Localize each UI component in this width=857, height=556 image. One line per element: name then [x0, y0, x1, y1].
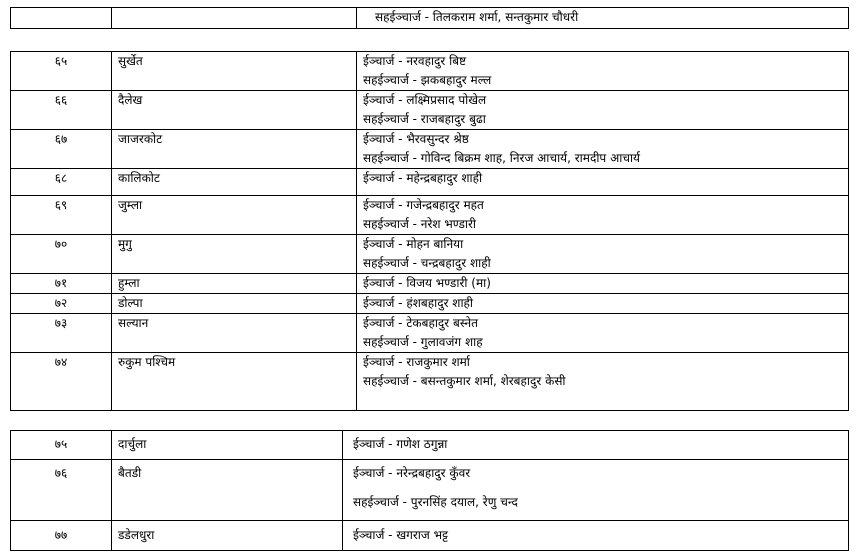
role-line: सहईञ्चार्ज - नरेश भण्डारी [363, 217, 477, 231]
role-line: ईञ्चार्ज - महेन्द्रबहादुर शाही [363, 171, 483, 185]
table-row [11, 314, 849, 353]
roles-cell [357, 235, 849, 274]
district-name: डडेलधुरा [112, 521, 343, 551]
table-row [11, 274, 849, 294]
row-number: ७० [11, 235, 112, 274]
district-name [112, 8, 357, 29]
roles-cell [357, 169, 849, 196]
roles-cell [357, 130, 849, 169]
roles-cell [357, 353, 849, 411]
roles-cell [343, 431, 849, 460]
row-number [11, 8, 112, 29]
district-name: जुम्ला [112, 196, 357, 235]
table-row [11, 52, 849, 91]
district-name: सल्यान [112, 314, 357, 353]
roles-cell [343, 460, 849, 521]
roles-cell [343, 521, 849, 551]
table-row [11, 169, 849, 196]
district-name: मुगु [112, 235, 357, 274]
row-number: ६८ [11, 169, 112, 196]
district-incharge-table-bottom [10, 430, 849, 551]
row-number: ६७ [11, 130, 112, 169]
district-name: दैलेख [112, 91, 357, 130]
continuation-table [10, 7, 849, 29]
role-line: सहईञ्चार्ज - गुलावजंग शाह [363, 335, 483, 349]
row-number: ७४ [11, 353, 112, 411]
district-name: सुर्खेत [112, 52, 357, 91]
role-line: ईञ्चार्ज - नरवहादुर बिष्ट [363, 54, 467, 68]
role-line: ईञ्चार्ज - विजय भण्डारी (मा) [363, 276, 491, 290]
table-row [11, 130, 849, 169]
district-name: रुकुम पश्चिम [112, 353, 357, 411]
row-number: ७१ [11, 274, 112, 294]
role-line: ईञ्चार्ज - गणेश ठगुन्ना [353, 437, 448, 451]
row-number: ७२ [11, 294, 112, 314]
role-line: ईञ्चार्ज - खगराज भट्ट [353, 528, 448, 542]
table-row [11, 521, 849, 551]
role-line: ईञ्चार्ज - मोहन बानिया [363, 237, 464, 251]
roles-cell [357, 91, 849, 130]
role-line: सहईञ्चार्ज - पुरनसिंह दयाल, रेणु चन्द [353, 495, 518, 509]
district-incharge-table [10, 51, 849, 411]
role-line: सहईञ्चार्ज - चन्द्रबहादुर शाही [363, 256, 491, 270]
roles-cell [357, 294, 849, 314]
role-line: सहईञ्चार्ज - झकबहादुर मल्ल [363, 73, 492, 87]
district-name: जाजरकोट [112, 130, 357, 169]
row-number: ७५ [11, 431, 112, 460]
roles-cell [357, 196, 849, 235]
table-row [11, 8, 849, 29]
roles-cell [357, 52, 849, 91]
role-line: ईञ्चार्ज - हंशबहादुर शाही [363, 296, 474, 310]
row-number: ६६ [11, 91, 112, 130]
role-line: सहईञ्चार्ज - बसन्तकुमार शर्मा, शेरबहादुर केसी [363, 374, 566, 388]
roles-cell [357, 274, 849, 294]
roles-cell [357, 8, 849, 29]
row-number: ६९ [11, 196, 112, 235]
row-number: ६५ [11, 52, 112, 91]
district-name: हुम्ला [112, 274, 357, 294]
row-number: ७३ [11, 314, 112, 353]
table-row [11, 196, 849, 235]
role-line: ईञ्चार्ज - भैरवसुन्दर श्रेष्ठ [363, 132, 469, 146]
table-row [11, 91, 849, 130]
table-row [11, 353, 849, 411]
role-line: ईञ्चार्ज - लक्ष्मिप्रसाद पोखेल [363, 93, 487, 107]
role-line: सहईञ्चार्ज - गोविन्द बिक्रम शाह, निरज आचार्य, रामदीप आचार्य [363, 151, 641, 165]
district-name: डोल्पा [112, 294, 357, 314]
district-name: दार्चुला [112, 431, 343, 460]
district-name: कालिकोट [112, 169, 357, 196]
table-row [11, 235, 849, 274]
role-line: ईञ्चार्ज - राजकुमार शर्मा [363, 355, 470, 369]
role-line: सहईञ्चार्ज - तिलकराम शर्मा, सन्तकुमार चौधरी [375, 10, 579, 24]
role-line: ईञ्चार्ज - नरेन्द्रबहादुर कुँवर [353, 466, 471, 480]
roles-cell [357, 314, 849, 353]
role-line: ईञ्चार्ज - टेकबहादुर बस्नेत [363, 316, 478, 330]
role-line: सहईञ्चार्ज - राजबहादुर बुढा [363, 112, 486, 126]
role-line: ईञ्चार्ज - गजेन्द्रबहादुर महत [363, 198, 484, 212]
table-row [11, 460, 849, 521]
district-name: बैतडी [112, 460, 343, 521]
row-number: ७७ [11, 521, 112, 551]
table-row [11, 294, 849, 314]
table-row [11, 431, 849, 460]
row-number: ७६ [11, 460, 112, 521]
